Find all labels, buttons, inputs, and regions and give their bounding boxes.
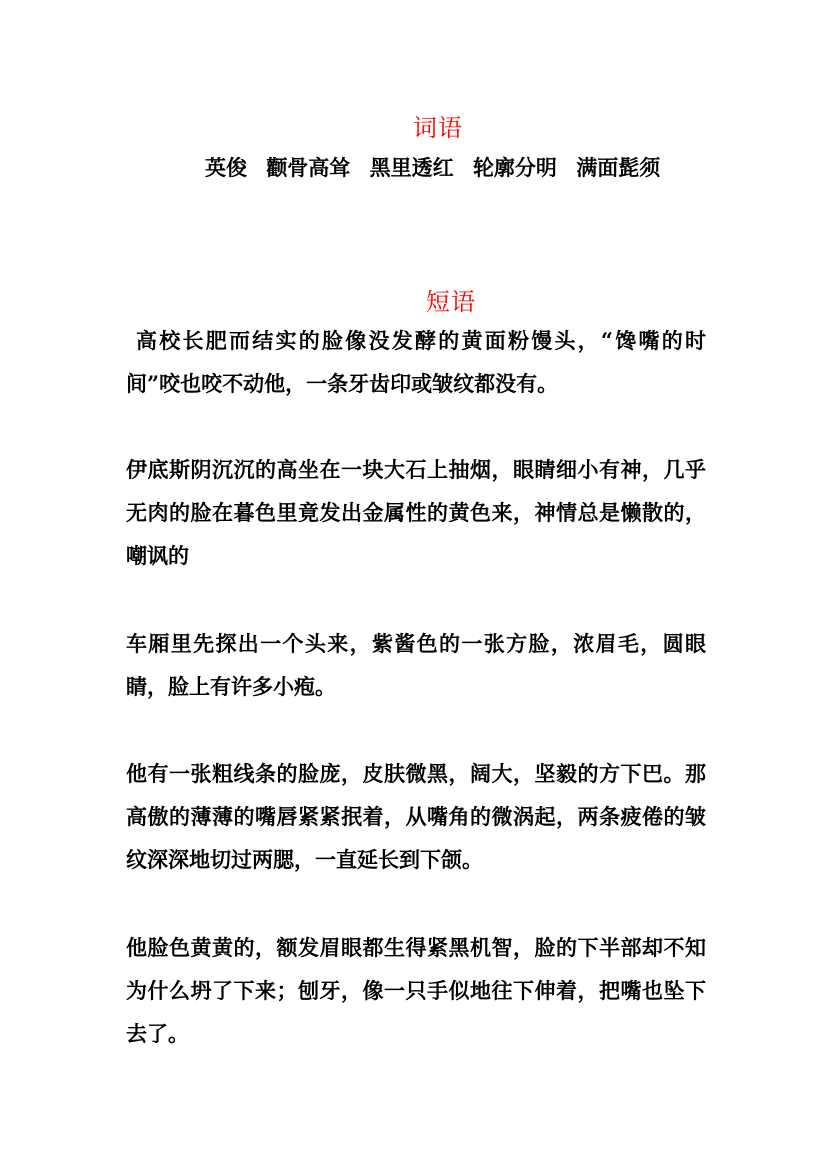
word-item: 颧骨高耸 <box>266 155 351 180</box>
word-item: 轮廓分明 <box>472 155 557 180</box>
phrase-paragraph: 高校长肥而结实的脸像没发酵的黄面粉馒头，“馋嘴的时间”咬也咬不动他，一条牙齿印或皱纹都没有。 <box>126 328 706 396</box>
word-item: 满面髭须 <box>576 155 661 180</box>
section-title-phrases: 短语 <box>426 288 476 316</box>
word-list <box>205 152 660 182</box>
word-item: 英俊 <box>205 155 247 180</box>
phrase-paragraph: 他脸色黄黄的，额发眉眼都生得紧黑机智，脸的下半部却不知为什么坍了下来；刨牙，像一只手似地往下伸着，把嘴也坠下去了。 <box>126 935 706 1046</box>
phrase-paragraph: 车厢里先探出一个头来，紫酱色的一张方脸，浓眉毛，圆眼睛，脸上有许多小疱。 <box>126 631 706 699</box>
phrase-paragraph: 伊底斯阴沉沉的高坐在一块大石上抽烟，眼睛细小有神，几乎无肉的脸在暮色里竟发出金属性的黄色来，神情总是懒散的，嘲讽的 <box>126 457 706 568</box>
phrase-paragraph: 他有一张粗线条的脸庞，皮肤微黑，阔大，坚毅的方下巴。那高傲的薄薄的嘴唇紧紧抿着，从嘴角的微涡起，两条疲倦的皱纹深深地切过两腮，一直延长到下颌。 <box>126 761 706 872</box>
word-item: 黑里透红 <box>369 155 454 180</box>
section-title-words: 词语 <box>413 114 463 142</box>
